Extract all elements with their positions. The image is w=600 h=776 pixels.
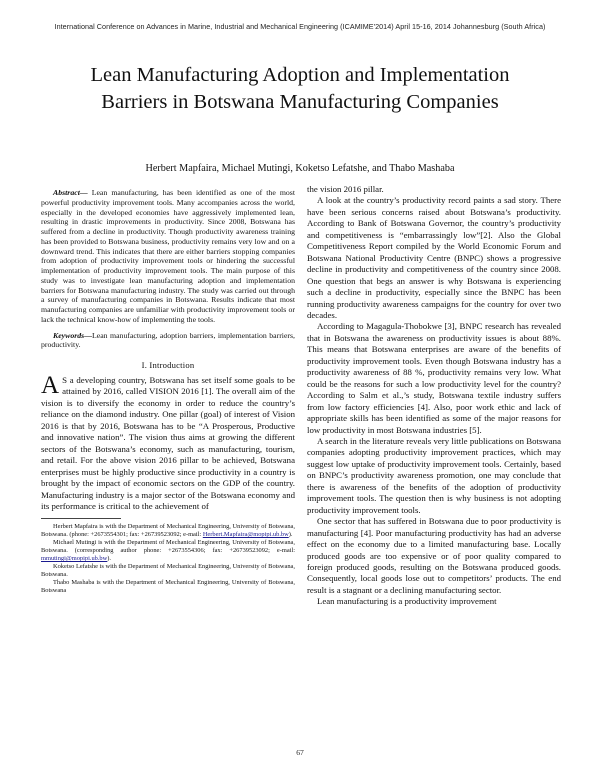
author-email-link[interactable]: mmutingi@mopipi.ub.bw [41,555,108,563]
abstract [41,188,295,325]
drop-cap: A [41,372,60,399]
body-paragraph: Lean manufacturing is a productivity improvement [317,596,497,607]
page-number: 67 [296,748,304,757]
left-column [41,188,295,595]
footnote-text: Thabo Mashaba is with the Department of Mechanical Engineering, University of Botswana, Botswana [41,578,295,594]
author-email-link[interactable]: Herbert.Mapfaira@mopipi.ub.bw [202,531,289,539]
paper-title: Lean Manufacturing Adoption and Implementation Barriers in Botswana Manufacturing Companies [90,64,510,113]
footnote-text: Koketso Lefatshe is with the Department of Mechanical Engineering, University of Botswana, Botswana. [41,562,295,578]
author-footnote [41,579,295,595]
intro-paragraph [41,372,295,512]
footnote-divider [41,518,121,519]
keywords-label: Keywords— [53,330,92,340]
author-footnote [41,523,295,539]
keywords [41,331,295,351]
abstract-label: Abstract— [53,188,88,197]
body-paragraph: One sector that has suffered in Botswana due to poor productivity is manufacturing [4]. Poor manufacturing productivity has had an adverse effect on the economy due to a limited manufacturing base. Locally produced goods are too expensive or of poor quality compared to foreign produced goods, resulting on the Botswana produced goods. Consequently, local goods lose out to competitors’ products. The end result is a stagnant or a declining manufacturing sector. [307,516,561,595]
conference-header: International Conference on Advances in Marine, Industrial and Mechanical Engineering (ICAMIME'2014) April 15-16, 2014 Johannesburg (South Africa) [54,22,546,31]
author-footnote [41,539,295,563]
body-paragraph: A search in the literature reveals very little publications on Botswana companies adopting productivity improvement practices, which may suggest low uptake of productivity improvement tools. Certainly, based on BNPC’s productivity awareness promotion, one may conclude that there is awareness of the benefits of the adoption of productivity improvement tools. The question then is why business is not adopting productivity improvement tools. [307,435,561,515]
body-paragraph: the vision 2016 pillar. [307,184,384,194]
body-paragraph: A look at the country’s productivity record paints a sad story. There have been serious concerns raised about Botswana’s productivity. According to Bank of Botswana Governor, the country’s productivity and competitiveness is “embarrassingly low”[2]. Also the Global Competitiveness Report compiled by the World Economic Forum and Botswana National Productivity Centre (BNPC) shows a progressive decline in productivity and competitiveness of the country since 2008. One question that begs an answer is why Botswana is experiencing such a decline in productivity, especially since the BNPC has been running productivity awareness campaigns for the country for over two decades. [307,195,561,320]
section-heading-introduction: I. Introduction [141,360,195,370]
body-paragraph: According to Magagula-Thobokwe [3], BNPC research has revealed that in Botswana the awareness on productivity issues is about 88%. This means that Botswana enterprises are aware of the benefits of productivity improvement tools. Even though Botswana industry has a productivity awareness of 88 %, productivity remains very low. What could be the reasons for such a low productivity level for the country? According to Salm et al.,’s study, Botswana textile industry suffers from low factory efficiencies [4]. Also, poor work ethic and lack of appropriate skills has been identified as some of the major reasons for low productivity in most Botswana industries [5]. [307,321,561,435]
footnote-tail: ). [107,555,111,563]
footnotes [41,523,295,594]
abstract-text: Lean manufacturing, has been identified as one of the most powerful productivity improvement tools. Many accompanies across the world, especially in the developed economies have aggressively implemented lean, resulting in drastic improvements in productivity. Since 2008, Botswana has suffered from a decline in productivity. Though productivity awareness training has been provided to Botswana business, productivity remains very low and on a downward trend. This indicates that there are either barriers stopping companies from adoption of productivity improvement tools or hindering the successful implementation of productivity improvement tools. The main purpose of this study was to investigate lean manufacturing adoption and implementation barriers for Botswana manufacturing industry. The study was carried out through a survey of manufacturing companies in Botswana. Results indicate that most manufacturing companies are unfamiliar with productivity improvement tools or lack the technical know-how of implementing the tools. [41,188,295,324]
footnote-text: Michael Mutingi is with the Department of Mechanical Engineering, University of Botswana, Botswana. (corresponding author phone: +2673554306; fax: +26739523092; e-mail: [41,539,295,555]
keywords-text: Lean manufacturing, adoption barriers, implementation barriers, productivity. [41,330,295,350]
author-footnote [41,563,295,579]
right-column [307,184,561,608]
footnote-tail: ). [288,531,293,539]
author-list: Herbert Mapfaira, Michael Mutingi, Koketso Lefatshe, and Thabo Mashaba [145,163,455,174]
footnote-text: Herbert Mapfaira is with the Department of Mechanical Engineering, University of Botswana, Botswana. (phone: +2673554301; fax: +26739523092; e-mail: [41,523,295,539]
intro-text: S a developing country, Botswana has set itself some goals to be attained by 2016, called VISION 2016 [1]. The overall aim of the vision is to diversify the economy in order to reduce the country’s reliance on the diamond industry. One pillar (goal) of interest of Vision 2016 is that by 2016, Botswana has to be “A Prosperous, Productive and innovative nation”. The vision thus aims at growing the different sectors of the Botswana’s economy, such as manufacturing, tourism, and retail. For the above vision 2016 pillar to be achieved, Botswana enterprises must be highly productive since productivity in a country is brought by the impact of economic sectors on the GDP of the country. Manufacturing industry is a major sector of the Botswana economy and its performance is critical to the achievement of [41,375,295,511]
